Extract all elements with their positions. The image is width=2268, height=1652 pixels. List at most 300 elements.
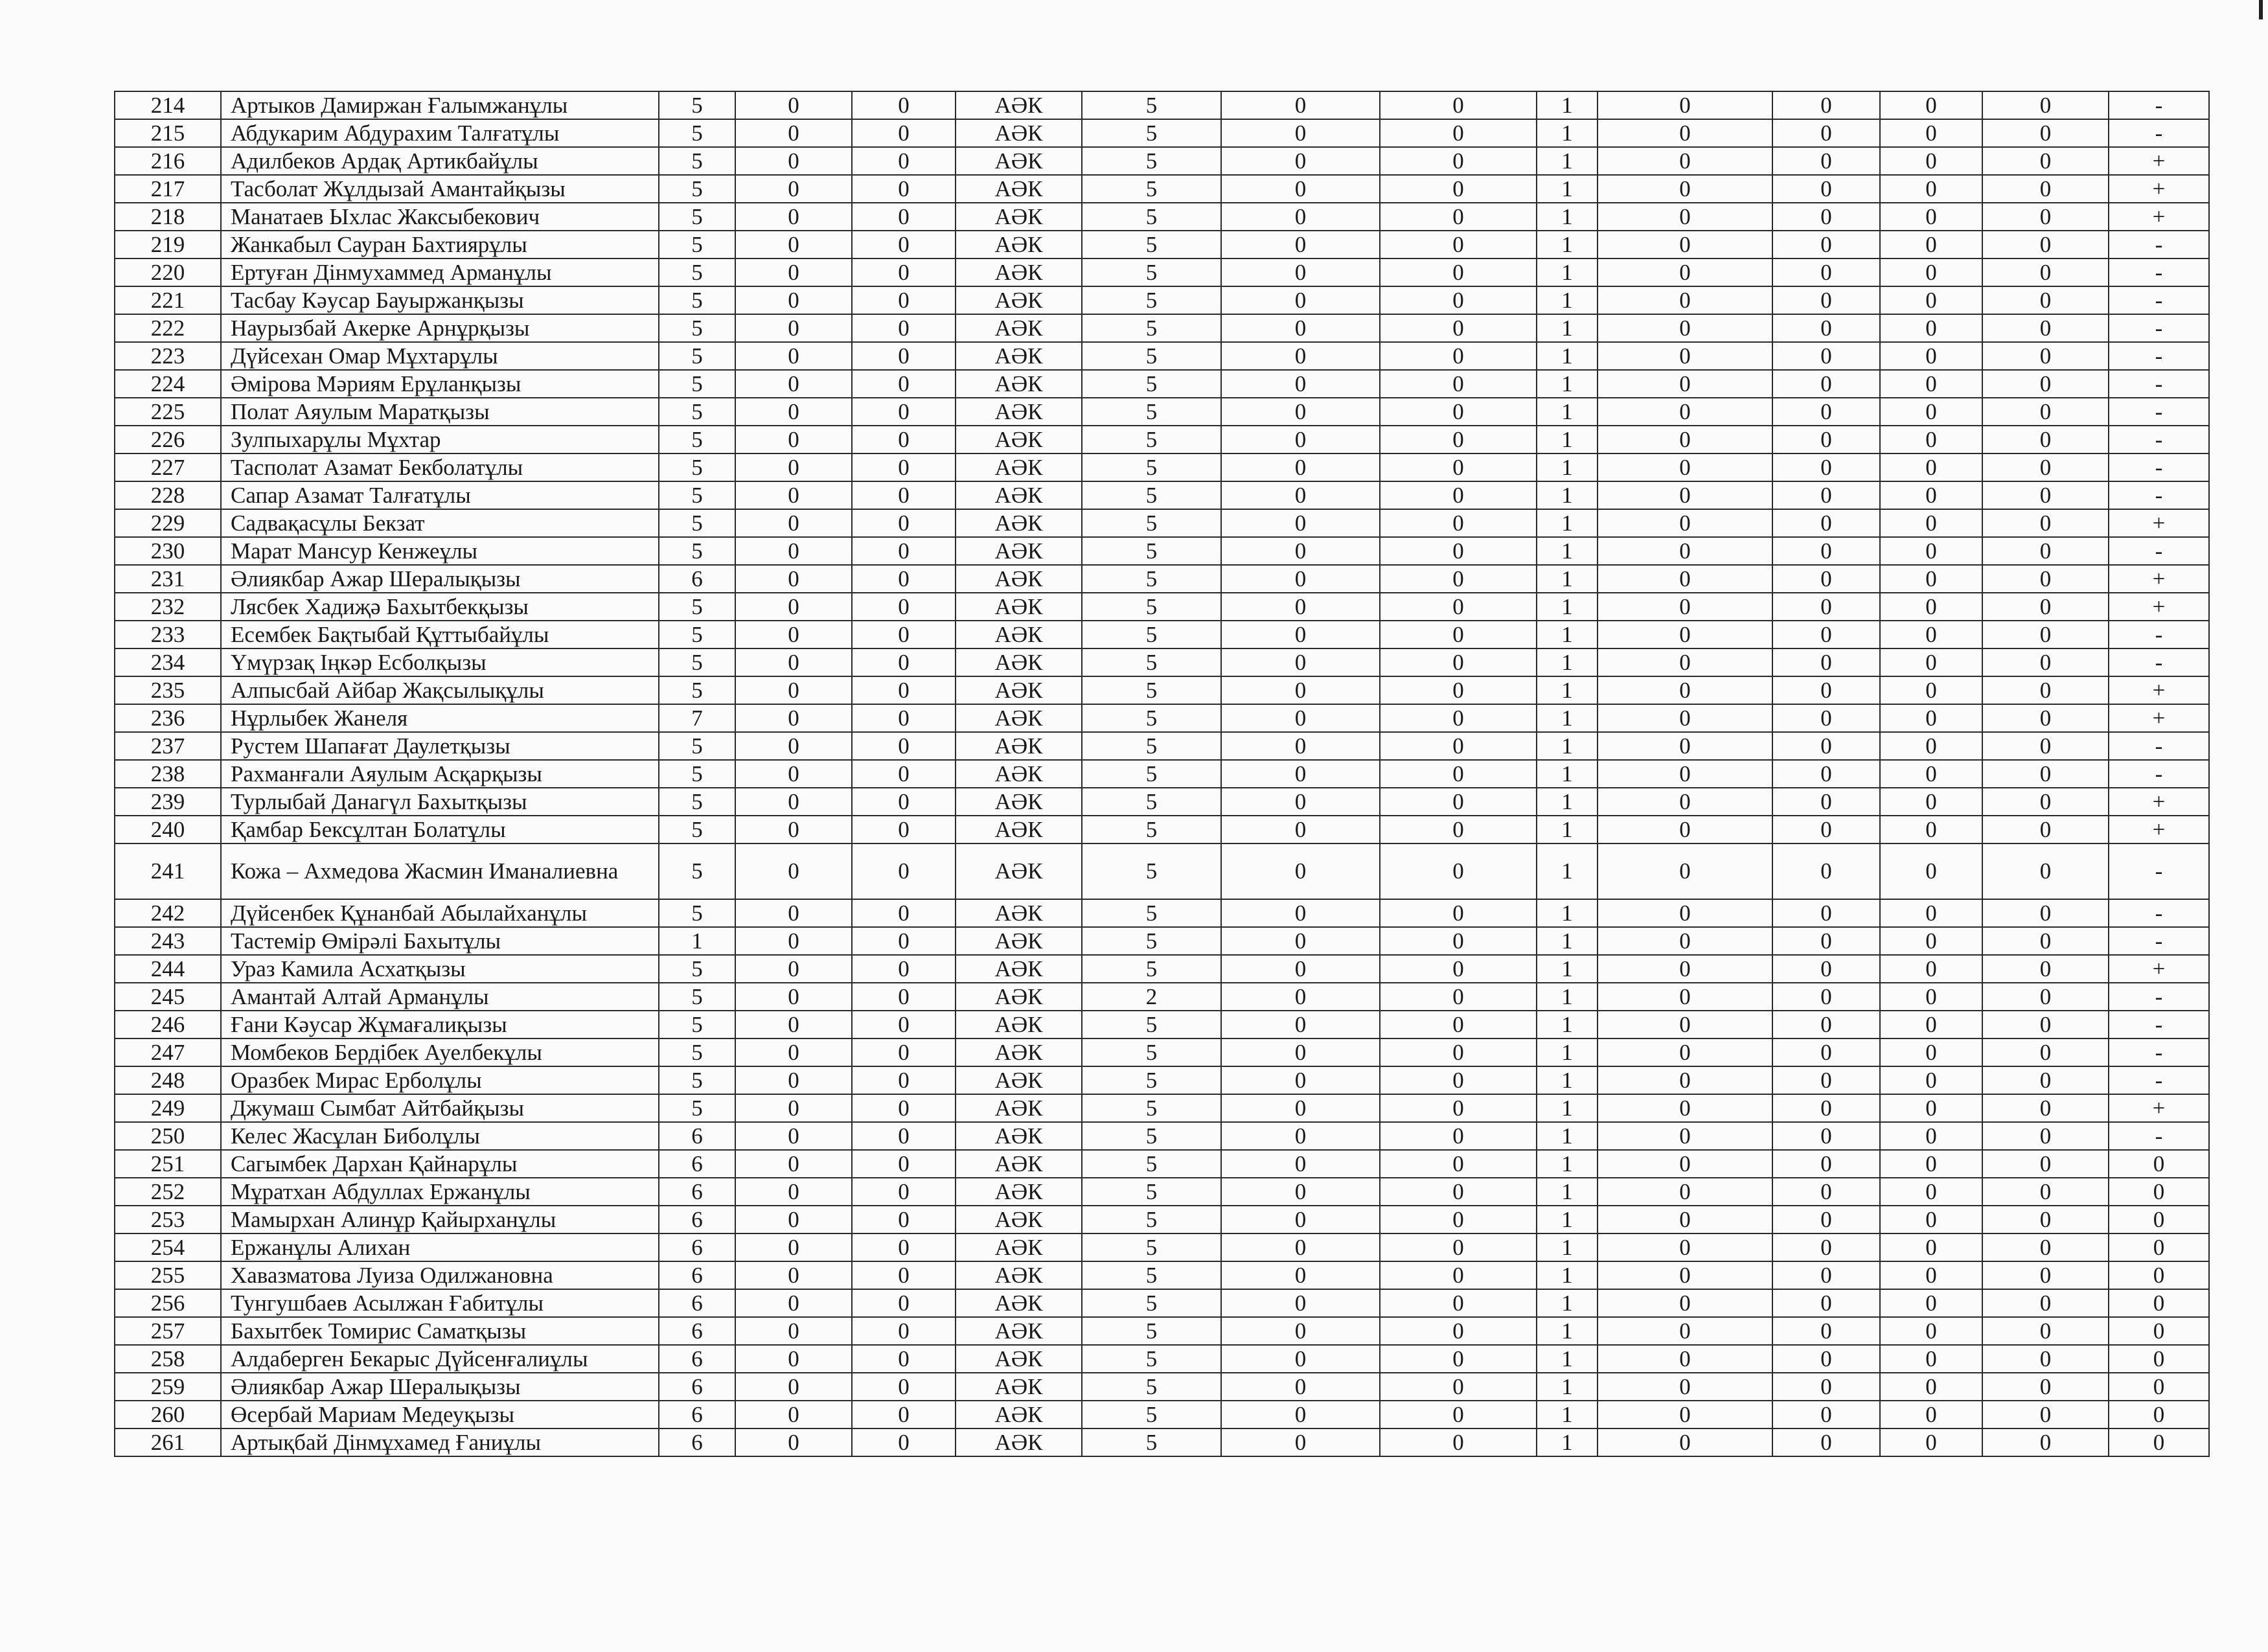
- cell-c11: 0: [1880, 621, 1982, 648]
- cell-c2: 0: [735, 175, 852, 203]
- cell-mark: -: [2109, 983, 2209, 1011]
- cell-name: Артыков Дамиржан Ғалымжанұлы: [221, 91, 659, 119]
- cell-c7: 0: [1380, 1317, 1537, 1345]
- cell-name: Нұрлыбек Жанеля: [221, 704, 659, 732]
- cell-no: 242: [115, 899, 221, 927]
- cell-c7: 0: [1380, 453, 1537, 481]
- cell-c6: 0: [1221, 398, 1380, 426]
- cell-mark: -: [2109, 370, 2209, 398]
- cell-c6: 0: [1221, 843, 1380, 899]
- cell-c11: 0: [1880, 593, 1982, 621]
- cell-name: Сагымбек Дархан Қайнарұлы: [221, 1150, 659, 1178]
- cell-c11: 0: [1880, 453, 1982, 481]
- table-row: [115, 1373, 2209, 1401]
- cell-c3: 0: [852, 593, 956, 621]
- cell-no: 260: [115, 1401, 221, 1428]
- cell-c6: 0: [1221, 648, 1380, 676]
- cell-c3: 0: [852, 899, 956, 927]
- cell-c12: 0: [1982, 453, 2109, 481]
- cell-c5: 5: [1082, 426, 1221, 453]
- cell-org: АӘК: [956, 481, 1082, 509]
- cell-c3: 0: [852, 286, 956, 314]
- cell-c3: 0: [852, 453, 956, 481]
- cell-c3: 0: [852, 203, 956, 231]
- cell-org: АӘК: [956, 1150, 1082, 1178]
- cell-c11: 0: [1880, 1178, 1982, 1206]
- cell-c3: 0: [852, 732, 956, 760]
- cell-c3: 0: [852, 1122, 956, 1150]
- cell-c3: 0: [852, 258, 956, 286]
- cell-c8: 1: [1537, 1122, 1598, 1150]
- cell-c5: 5: [1082, 899, 1221, 927]
- cell-mark: -: [2109, 927, 2209, 955]
- cell-c6: 0: [1221, 509, 1380, 537]
- cell-no: 251: [115, 1150, 221, 1178]
- cell-c2: 0: [735, 481, 852, 509]
- cell-no: 231: [115, 565, 221, 593]
- cell-c9: 0: [1598, 983, 1772, 1011]
- cell-c1: 6: [659, 1401, 735, 1428]
- table-row: [115, 398, 2209, 426]
- cell-c9: 0: [1598, 509, 1772, 537]
- cell-name: Манатаев Ыхлас Жаксыбекович: [221, 203, 659, 231]
- cell-c9: 0: [1598, 899, 1772, 927]
- cell-c5: 5: [1082, 927, 1221, 955]
- cell-no: 234: [115, 648, 221, 676]
- cell-c11: 0: [1880, 1401, 1982, 1428]
- cell-c2: 0: [735, 537, 852, 565]
- cell-c2: 0: [735, 91, 852, 119]
- cell-c11: 0: [1880, 258, 1982, 286]
- cell-no: 250: [115, 1122, 221, 1150]
- cell-c5: 5: [1082, 509, 1221, 537]
- cell-c11: 0: [1880, 398, 1982, 426]
- cell-c11: 0: [1880, 816, 1982, 843]
- cell-c5: 5: [1082, 91, 1221, 119]
- cell-c1: 5: [659, 481, 735, 509]
- cell-c9: 0: [1598, 1178, 1772, 1206]
- cell-c6: 0: [1221, 704, 1380, 732]
- cell-c2: 0: [735, 1428, 852, 1456]
- cell-c6: 0: [1221, 481, 1380, 509]
- cell-c11: 0: [1880, 676, 1982, 704]
- cell-c5: 5: [1082, 788, 1221, 816]
- cell-c2: 0: [735, 704, 852, 732]
- cell-c12: 0: [1982, 732, 2109, 760]
- cell-c12: 0: [1982, 843, 2109, 899]
- cell-c7: 0: [1380, 370, 1537, 398]
- cell-c9: 0: [1598, 1011, 1772, 1038]
- cell-no: 243: [115, 927, 221, 955]
- cell-c2: 0: [735, 927, 852, 955]
- cell-c12: 0: [1982, 676, 2109, 704]
- cell-c11: 0: [1880, 1038, 1982, 1066]
- cell-c11: 0: [1880, 370, 1982, 398]
- cell-c5: 5: [1082, 1206, 1221, 1233]
- cell-c3: 0: [852, 1178, 956, 1206]
- cell-c2: 0: [735, 732, 852, 760]
- cell-c6: 0: [1221, 370, 1380, 398]
- cell-no: 238: [115, 760, 221, 788]
- table-row: [115, 509, 2209, 537]
- cell-mark: -: [2109, 621, 2209, 648]
- cell-c1: 5: [659, 314, 735, 342]
- cell-c3: 0: [852, 760, 956, 788]
- cell-c1: 6: [659, 565, 735, 593]
- cell-c8: 1: [1537, 370, 1598, 398]
- cell-org: АӘК: [956, 621, 1082, 648]
- cell-c5: 5: [1082, 676, 1221, 704]
- cell-c8: 1: [1537, 1289, 1598, 1317]
- cell-c6: 0: [1221, 760, 1380, 788]
- cell-c6: 0: [1221, 1373, 1380, 1401]
- cell-c12: 0: [1982, 1317, 2109, 1345]
- cell-c10: 0: [1772, 175, 1880, 203]
- cell-c7: 0: [1380, 314, 1537, 342]
- cell-c1: 5: [659, 509, 735, 537]
- cell-c8: 1: [1537, 91, 1598, 119]
- cell-c7: 0: [1380, 1345, 1537, 1373]
- cell-c5: 5: [1082, 1261, 1221, 1289]
- cell-c8: 1: [1537, 231, 1598, 258]
- cell-c5: 5: [1082, 843, 1221, 899]
- cell-c11: 0: [1880, 1122, 1982, 1150]
- cell-org: АӘК: [956, 1428, 1082, 1456]
- cell-c12: 0: [1982, 314, 2109, 342]
- cell-c10: 0: [1772, 1011, 1880, 1038]
- cell-name: Ертуған Дінмухаммед Арманұлы: [221, 258, 659, 286]
- cell-org: АӘК: [956, 899, 1082, 927]
- cell-mark: 0: [2109, 1373, 2209, 1401]
- cell-c1: 5: [659, 816, 735, 843]
- cell-c5: 5: [1082, 1401, 1221, 1428]
- cell-c11: 0: [1880, 983, 1982, 1011]
- cell-c9: 0: [1598, 1066, 1772, 1094]
- cell-mark: -: [2109, 648, 2209, 676]
- cell-name: Марат Мансур Кенжеұлы: [221, 537, 659, 565]
- cell-no: 236: [115, 704, 221, 732]
- cell-c7: 0: [1380, 1178, 1537, 1206]
- cell-c9: 0: [1598, 1289, 1772, 1317]
- cell-c11: 0: [1880, 1011, 1982, 1038]
- cell-c7: 0: [1380, 704, 1537, 732]
- cell-c10: 0: [1772, 816, 1880, 843]
- cell-c8: 1: [1537, 509, 1598, 537]
- cell-c10: 0: [1772, 1122, 1880, 1150]
- cell-c12: 0: [1982, 147, 2109, 175]
- cell-name: Дүйсенбек Құнанбай Абылайханұлы: [221, 899, 659, 927]
- cell-c8: 1: [1537, 1011, 1598, 1038]
- cell-mark: 0: [2109, 1233, 2209, 1261]
- cell-c6: 0: [1221, 342, 1380, 370]
- cell-c11: 0: [1880, 426, 1982, 453]
- cell-org: АӘК: [956, 955, 1082, 983]
- cell-c12: 0: [1982, 426, 2109, 453]
- cell-org: АӘК: [956, 203, 1082, 231]
- cell-c10: 0: [1772, 453, 1880, 481]
- cell-c7: 0: [1380, 565, 1537, 593]
- cell-c6: 0: [1221, 286, 1380, 314]
- cell-c12: 0: [1982, 593, 2109, 621]
- cell-c8: 1: [1537, 788, 1598, 816]
- cell-c12: 0: [1982, 203, 2109, 231]
- cell-c12: 0: [1982, 1373, 2109, 1401]
- cell-mark: -: [2109, 231, 2209, 258]
- cell-c2: 0: [735, 314, 852, 342]
- cell-c7: 0: [1380, 983, 1537, 1011]
- cell-c7: 0: [1380, 1206, 1537, 1233]
- cell-c5: 5: [1082, 1178, 1221, 1206]
- cell-c8: 1: [1537, 983, 1598, 1011]
- cell-c7: 0: [1380, 91, 1537, 119]
- cell-c5: 5: [1082, 147, 1221, 175]
- cell-c10: 0: [1772, 1066, 1880, 1094]
- cell-c12: 0: [1982, 788, 2109, 816]
- cell-c12: 0: [1982, 91, 2109, 119]
- cell-mark: -: [2109, 760, 2209, 788]
- page-edge-mark: [2259, 0, 2263, 19]
- cell-c12: 0: [1982, 1428, 2109, 1456]
- cell-c6: 0: [1221, 119, 1380, 147]
- table-row: [115, 481, 2209, 509]
- cell-mark: -: [2109, 314, 2209, 342]
- cell-c1: 7: [659, 704, 735, 732]
- cell-mark: 0: [2109, 1317, 2209, 1345]
- cell-c8: 1: [1537, 704, 1598, 732]
- cell-c9: 0: [1598, 1233, 1772, 1261]
- cell-c7: 0: [1380, 816, 1537, 843]
- cell-c1: 5: [659, 537, 735, 565]
- cell-c2: 0: [735, 1178, 852, 1206]
- cell-c1: 5: [659, 788, 735, 816]
- cell-org: АӘК: [956, 593, 1082, 621]
- cell-c9: 0: [1598, 1038, 1772, 1066]
- cell-name: Үмүрзақ Іңкәр Есболқызы: [221, 648, 659, 676]
- cell-c10: 0: [1772, 231, 1880, 258]
- cell-c8: 1: [1537, 286, 1598, 314]
- cell-c10: 0: [1772, 481, 1880, 509]
- cell-no: 249: [115, 1094, 221, 1122]
- cell-name: Қамбар Бексұлтан Болатұлы: [221, 816, 659, 843]
- cell-c10: 0: [1772, 398, 1880, 426]
- cell-no: 222: [115, 314, 221, 342]
- cell-c2: 0: [735, 119, 852, 147]
- cell-c7: 0: [1380, 398, 1537, 426]
- cell-no: 248: [115, 1066, 221, 1094]
- cell-c10: 0: [1772, 119, 1880, 147]
- cell-c1: 5: [659, 732, 735, 760]
- cell-c1: 6: [659, 1373, 735, 1401]
- cell-c9: 0: [1598, 91, 1772, 119]
- cell-no: 261: [115, 1428, 221, 1456]
- cell-c6: 0: [1221, 203, 1380, 231]
- cell-c7: 0: [1380, 1038, 1537, 1066]
- cell-c1: 5: [659, 1011, 735, 1038]
- cell-c9: 0: [1598, 1150, 1772, 1178]
- cell-c2: 0: [735, 258, 852, 286]
- cell-c12: 0: [1982, 1094, 2109, 1122]
- cell-c2: 0: [735, 843, 852, 899]
- table-row: [115, 258, 2209, 286]
- cell-c9: 0: [1598, 1345, 1772, 1373]
- cell-c3: 0: [852, 119, 956, 147]
- cell-c10: 0: [1772, 342, 1880, 370]
- table-row: [115, 983, 2209, 1011]
- table-row: [115, 788, 2209, 816]
- cell-c6: 0: [1221, 1011, 1380, 1038]
- cell-name: Адилбеков Ардақ Артикбайұлы: [221, 147, 659, 175]
- cell-org: АӘК: [956, 509, 1082, 537]
- table-row: [115, 175, 2209, 203]
- cell-c9: 0: [1598, 1206, 1772, 1233]
- cell-name: Ғани Кәусар Жұмағалиқызы: [221, 1011, 659, 1038]
- table-row: [115, 1345, 2209, 1373]
- table-row: [115, 760, 2209, 788]
- cell-name: Тасбау Кәусар Бауыржанқызы: [221, 286, 659, 314]
- cell-c5: 5: [1082, 593, 1221, 621]
- cell-c3: 0: [852, 314, 956, 342]
- cell-c5: 5: [1082, 481, 1221, 509]
- cell-c10: 0: [1772, 593, 1880, 621]
- cell-c3: 0: [852, 1373, 956, 1401]
- cell-mark: -: [2109, 426, 2209, 453]
- cell-c2: 0: [735, 983, 852, 1011]
- cell-c9: 0: [1598, 760, 1772, 788]
- cell-name: Өсербай Мариам Медеуқызы: [221, 1401, 659, 1428]
- cell-c1: 5: [659, 453, 735, 481]
- cell-c5: 5: [1082, 648, 1221, 676]
- cell-no: 235: [115, 676, 221, 704]
- cell-c1: 5: [659, 258, 735, 286]
- table-row: [115, 426, 2209, 453]
- cell-c10: 0: [1772, 732, 1880, 760]
- cell-c10: 0: [1772, 565, 1880, 593]
- cell-c10: 0: [1772, 899, 1880, 927]
- cell-org: АӘК: [956, 147, 1082, 175]
- cell-no: 219: [115, 231, 221, 258]
- cell-c9: 0: [1598, 453, 1772, 481]
- cell-c5: 5: [1082, 1150, 1221, 1178]
- cell-c9: 0: [1598, 1401, 1772, 1428]
- cell-c7: 0: [1380, 843, 1537, 899]
- cell-c8: 1: [1537, 1345, 1598, 1373]
- cell-c8: 1: [1537, 1094, 1598, 1122]
- cell-c12: 0: [1982, 258, 2109, 286]
- cell-c8: 1: [1537, 1261, 1598, 1289]
- cell-name: Оразбек Мирас Ерболұлы: [221, 1066, 659, 1094]
- cell-name: Дүйсехан Омар Мұхтарұлы: [221, 342, 659, 370]
- cell-name: Лясбек Хадиҗә Бахытбекқызы: [221, 593, 659, 621]
- cell-mark: +: [2109, 816, 2209, 843]
- cell-c11: 0: [1880, 119, 1982, 147]
- cell-c3: 0: [852, 1233, 956, 1261]
- cell-c10: 0: [1772, 91, 1880, 119]
- cell-c3: 0: [852, 648, 956, 676]
- table-row: [115, 453, 2209, 481]
- cell-org: АӘК: [956, 537, 1082, 565]
- table-body: [115, 91, 2209, 1456]
- table-row: [115, 1150, 2209, 1178]
- cell-c12: 0: [1982, 760, 2109, 788]
- cell-no: 233: [115, 621, 221, 648]
- cell-c1: 5: [659, 955, 735, 983]
- cell-c8: 1: [1537, 1038, 1598, 1066]
- cell-c7: 0: [1380, 955, 1537, 983]
- cell-c1: 5: [659, 175, 735, 203]
- cell-c2: 0: [735, 147, 852, 175]
- cell-c2: 0: [735, 453, 852, 481]
- cell-c12: 0: [1982, 1150, 2109, 1178]
- cell-mark: +: [2109, 788, 2209, 816]
- cell-c5: 5: [1082, 231, 1221, 258]
- cell-c3: 0: [852, 537, 956, 565]
- cell-c6: 0: [1221, 1428, 1380, 1456]
- cell-name: Мұратхан Абдуллах Ержанұлы: [221, 1178, 659, 1206]
- cell-c11: 0: [1880, 231, 1982, 258]
- cell-c12: 0: [1982, 370, 2109, 398]
- cell-c9: 0: [1598, 593, 1772, 621]
- cell-c8: 1: [1537, 565, 1598, 593]
- cell-c12: 0: [1982, 1289, 2109, 1317]
- cell-c10: 0: [1772, 1150, 1880, 1178]
- cell-c1: 6: [659, 1261, 735, 1289]
- cell-c2: 0: [735, 788, 852, 816]
- cell-c1: 5: [659, 147, 735, 175]
- cell-c9: 0: [1598, 398, 1772, 426]
- cell-c6: 0: [1221, 91, 1380, 119]
- cell-no: 247: [115, 1038, 221, 1066]
- cell-c9: 0: [1598, 648, 1772, 676]
- cell-c10: 0: [1772, 983, 1880, 1011]
- cell-c5: 5: [1082, 1428, 1221, 1456]
- table-row: [115, 203, 2209, 231]
- cell-no: 252: [115, 1178, 221, 1206]
- cell-c7: 0: [1380, 593, 1537, 621]
- cell-c6: 0: [1221, 955, 1380, 983]
- cell-c12: 0: [1982, 1233, 2109, 1261]
- cell-mark: -: [2109, 119, 2209, 147]
- cell-org: АӘК: [956, 1233, 1082, 1261]
- cell-c9: 0: [1598, 816, 1772, 843]
- cell-c6: 0: [1221, 1233, 1380, 1261]
- cell-c9: 0: [1598, 1373, 1772, 1401]
- cell-no: 257: [115, 1317, 221, 1345]
- cell-c5: 5: [1082, 1345, 1221, 1373]
- cell-c6: 0: [1221, 1094, 1380, 1122]
- cell-c12: 0: [1982, 648, 2109, 676]
- cell-name: Полат Аяулым Маратқызы: [221, 398, 659, 426]
- cell-name: Турлыбай Данагүл Бахытқызы: [221, 788, 659, 816]
- cell-c12: 0: [1982, 1011, 2109, 1038]
- cell-c8: 1: [1537, 119, 1598, 147]
- table-row: [115, 676, 2209, 704]
- cell-c2: 0: [735, 1011, 852, 1038]
- cell-c11: 0: [1880, 175, 1982, 203]
- cell-c2: 0: [735, 1289, 852, 1317]
- cell-c6: 0: [1221, 1150, 1380, 1178]
- cell-c12: 0: [1982, 899, 2109, 927]
- table-row: [115, 927, 2209, 955]
- cell-mark: -: [2109, 481, 2209, 509]
- cell-c5: 5: [1082, 1094, 1221, 1122]
- cell-c3: 0: [852, 927, 956, 955]
- cell-c10: 0: [1772, 1233, 1880, 1261]
- cell-c1: 5: [659, 1094, 735, 1122]
- cell-mark: +: [2109, 175, 2209, 203]
- cell-org: АӘК: [956, 1401, 1082, 1428]
- cell-c7: 0: [1380, 175, 1537, 203]
- cell-c8: 1: [1537, 258, 1598, 286]
